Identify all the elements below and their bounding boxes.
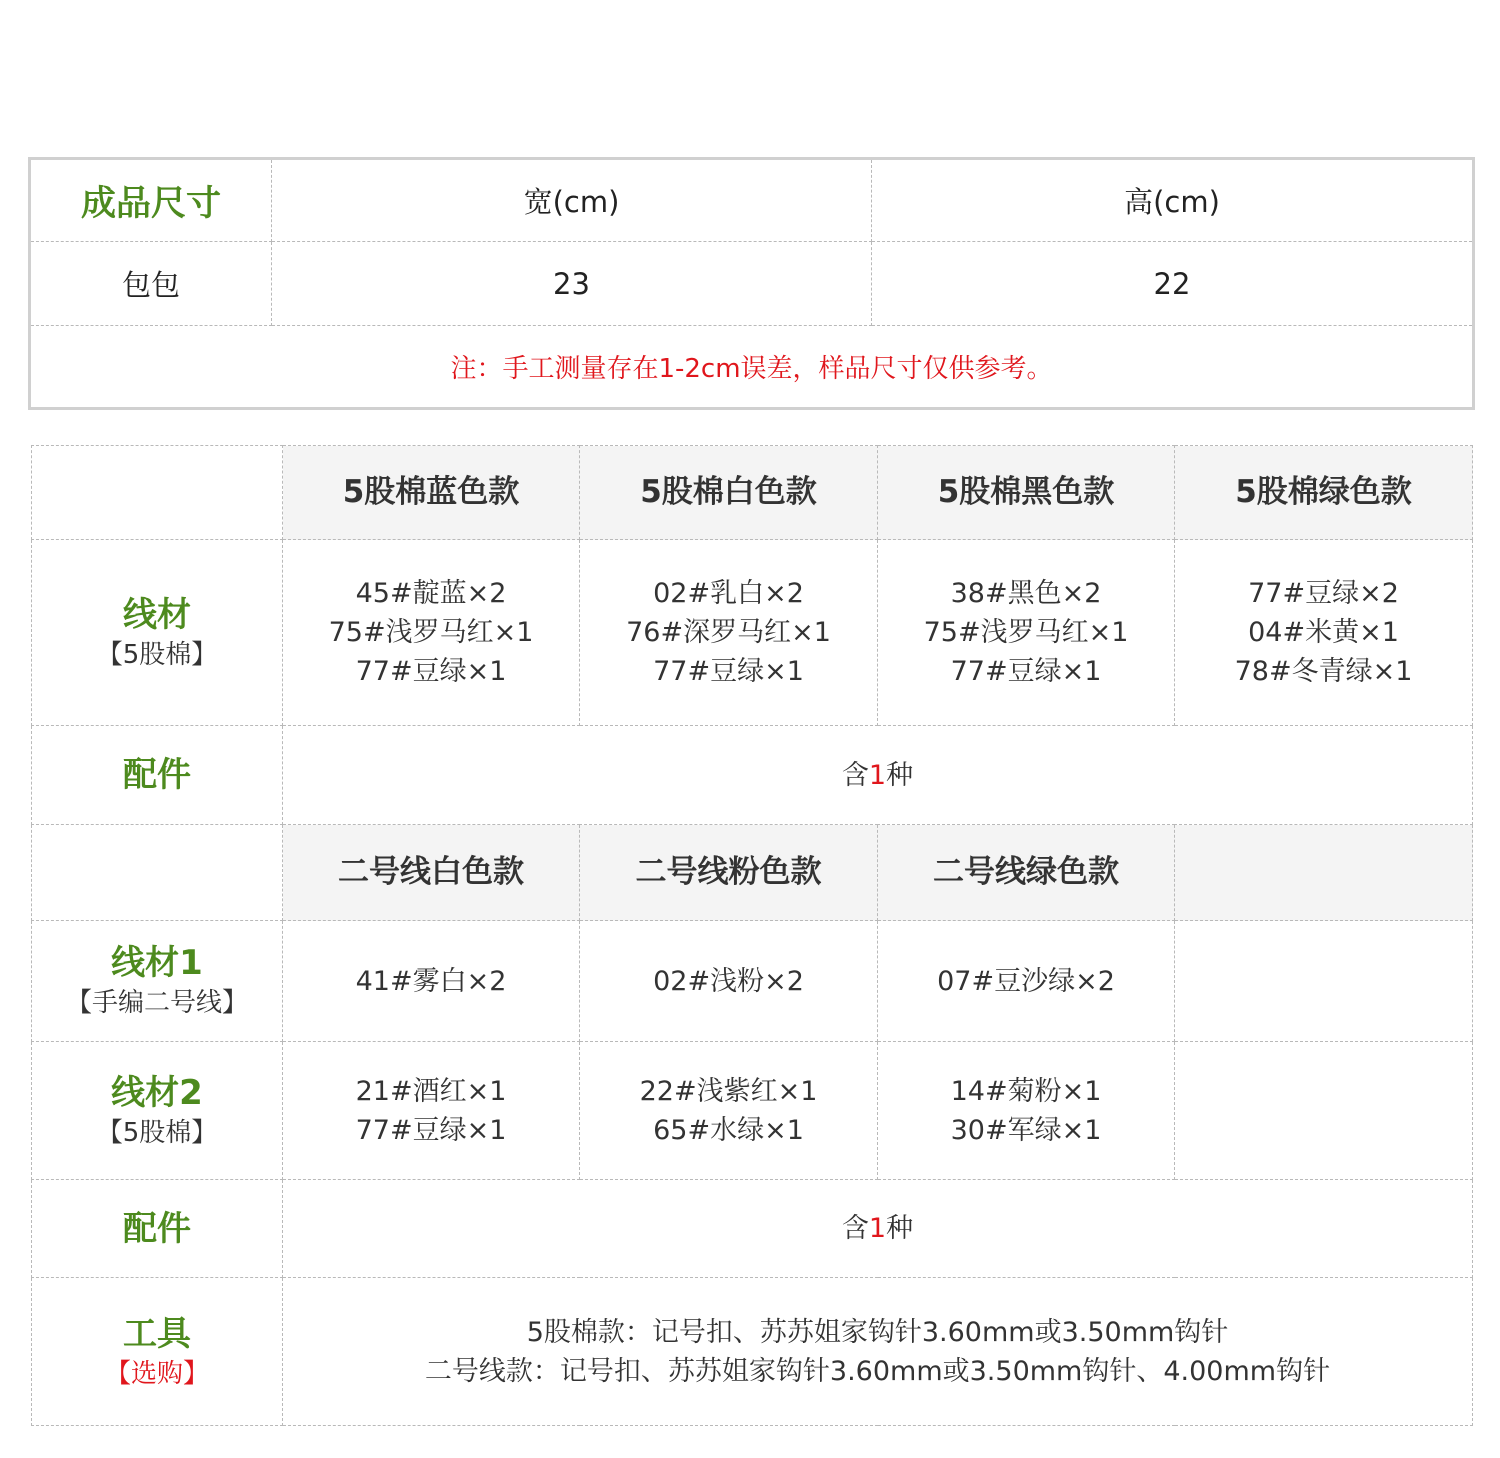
yarn-line: 78#冬青绿×1 xyxy=(1234,656,1413,687)
yarn-line: 77#豆绿×1 xyxy=(355,1114,507,1146)
yarn-line: 65#水绿×1 xyxy=(653,1114,804,1146)
height-value: 22 xyxy=(872,242,1474,326)
yarn-cell: 41#雾白×2 xyxy=(283,921,580,1042)
tools-cell xyxy=(283,1278,1473,1426)
yarn-line: 76#深罗马红×1 xyxy=(626,617,831,648)
parts-cell xyxy=(283,1180,1473,1278)
yarn-line: 04#米黄×1 xyxy=(1248,617,1399,648)
parts-label: 配件 xyxy=(123,755,191,795)
style-header: 5股棉蓝色款 xyxy=(283,446,580,540)
yarn-label: 线材 xyxy=(123,594,191,635)
yarn2-row-label xyxy=(32,1042,283,1180)
yarn-line: 22#浅紫红×1 xyxy=(639,1075,818,1107)
corner-cell xyxy=(32,446,283,540)
style-header: 二号线粉色款 xyxy=(580,825,878,921)
yarn-cell xyxy=(878,540,1175,726)
style-header: 二号线绿色款 xyxy=(878,825,1175,921)
group2-header-row xyxy=(32,825,1473,921)
yarn-line: 14#菊粉×1 xyxy=(950,1075,1102,1107)
group1-parts-row xyxy=(32,726,1473,825)
style-header: 5股棉黑色款 xyxy=(878,446,1175,540)
spec-table xyxy=(31,445,1473,1426)
parts-row-label xyxy=(32,726,283,825)
tools-line: 5股棉款：记号扣、苏苏姐家钩针3.60mm或3.50mm钩针 xyxy=(526,1316,1229,1348)
style-header-empty xyxy=(1175,825,1473,921)
yarn-sub-label: 【5股棉】 xyxy=(96,639,218,670)
yarn1-row-label xyxy=(32,921,283,1042)
yarn-line: 30#军绿×1 xyxy=(950,1114,1102,1146)
parts-row-label xyxy=(32,1180,283,1278)
yarn2-sub-label: 【5股棉】 xyxy=(96,1117,218,1148)
yarn-line: 21#酒红×1 xyxy=(355,1075,507,1107)
yarn-cell xyxy=(878,1042,1175,1180)
parts-post: 种 xyxy=(886,1213,914,1244)
parts-post: 种 xyxy=(886,759,914,791)
yarn-cell-empty xyxy=(1175,1042,1473,1180)
tools-row-label xyxy=(32,1278,283,1426)
yarn-cell xyxy=(580,1042,878,1180)
yarn2-label: 线材2 xyxy=(111,1072,203,1113)
yarn-cell: 07#豆沙绿×2 xyxy=(878,921,1175,1042)
size-table xyxy=(28,157,1475,410)
yarn-line: 02#乳白×2 xyxy=(653,578,804,609)
group2-yarn2-row xyxy=(32,1042,1473,1180)
yarn-line: 77#豆绿×1 xyxy=(355,656,507,687)
yarn-cell xyxy=(283,540,580,726)
corner-cell xyxy=(32,825,283,921)
width-value: 23 xyxy=(272,242,872,326)
width-header: 宽(cm) xyxy=(272,159,872,242)
parts-cell xyxy=(283,726,1473,825)
yarn-line: 77#豆绿×1 xyxy=(653,656,804,687)
item-name: 包包 xyxy=(30,242,272,326)
size-note: 注：手工测量存在1-2cm误差，样品尺寸仅供参考。 xyxy=(30,326,1474,409)
yarn1-label: 线材1 xyxy=(111,943,203,983)
yarn-line: 75#浅罗马红×1 xyxy=(328,617,534,648)
group1-yarn-row xyxy=(32,540,1473,726)
style-header: 5股棉绿色款 xyxy=(1175,446,1473,540)
group2-parts-row xyxy=(32,1180,1473,1278)
parts-pre: 含 xyxy=(841,1213,869,1244)
yarn-row-label xyxy=(32,540,283,726)
style-header: 二号线白色款 xyxy=(283,825,580,921)
tools-line: 二号线款：记号扣、苏苏姐家钩针3.60mm或3.50mm钩针、4.00mm钩针 xyxy=(424,1355,1331,1387)
yarn-line: 77#豆绿×1 xyxy=(950,656,1102,687)
yarn-cell: 02#浅粉×2 xyxy=(580,921,878,1042)
tools-label: 工具 xyxy=(123,1313,191,1354)
size-label: 成品尺寸 xyxy=(30,159,272,242)
group2-yarn1-row xyxy=(32,921,1473,1042)
parts-count: 1 xyxy=(868,1213,887,1244)
tools-sub-label: 【选购】 xyxy=(104,1358,209,1389)
yarn-cell-empty xyxy=(1175,921,1473,1042)
group1-header-row xyxy=(32,446,1473,540)
yarn-cell xyxy=(283,1042,580,1180)
yarn-cell xyxy=(580,540,878,726)
parts-pre: 含 xyxy=(841,759,869,791)
yarn-line: 38#黑色×2 xyxy=(950,578,1102,609)
parts-label: 配件 xyxy=(123,1208,191,1249)
yarn-line: 77#豆绿×2 xyxy=(1248,578,1399,609)
yarn-line: 75#浅罗马红×1 xyxy=(923,617,1129,648)
yarn-line: 45#靛蓝×2 xyxy=(355,578,507,609)
tools-row xyxy=(32,1278,1473,1426)
yarn-cell xyxy=(1175,540,1473,726)
parts-count: 1 xyxy=(868,759,887,791)
yarn1-sub-label: 【手编二号线】 xyxy=(65,988,248,1018)
style-header: 5股棉白色款 xyxy=(580,446,878,540)
height-header: 高(cm) xyxy=(872,159,1474,242)
